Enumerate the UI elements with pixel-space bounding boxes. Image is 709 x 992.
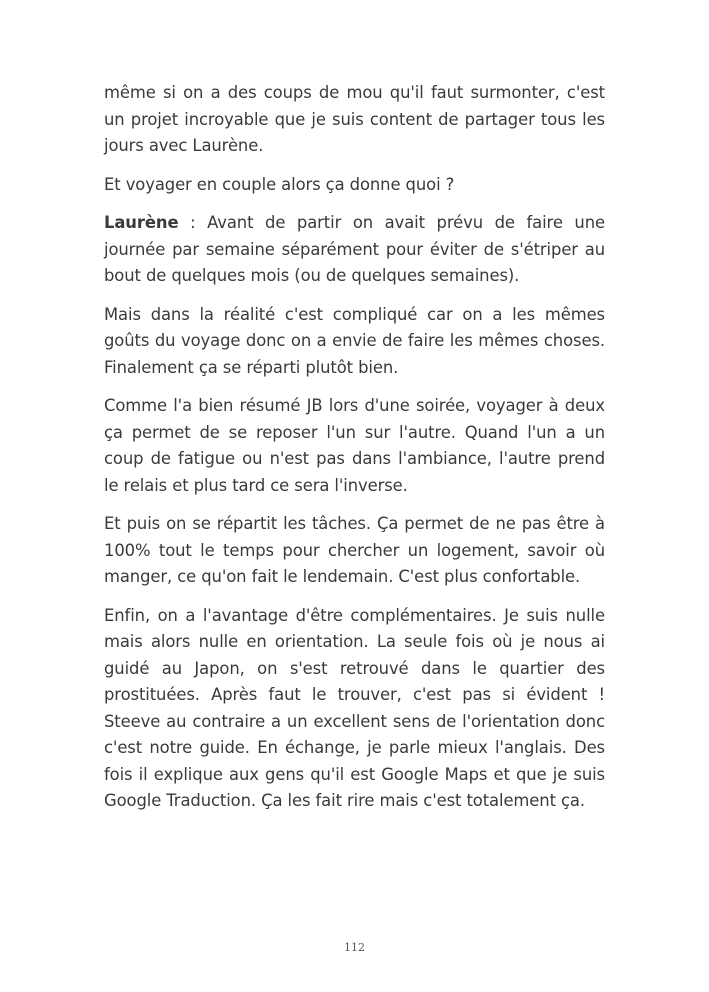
paragraph-laurene-answer bbox=[104, 210, 605, 290]
speaker-separator: : bbox=[178, 213, 208, 232]
speaker-name: Laurène bbox=[104, 213, 179, 232]
paragraph-5 bbox=[104, 393, 605, 499]
book-page-text bbox=[104, 80, 605, 827]
paragraph-text: Comme l'a bien résumé JB lors d'une soirée, voyager à deux ça permet de se reposer l'un sur l'autre. Quand l'un a un coup de fatigue ou n'est pas dans l'ambiance, l'autre prend le relais et plus tard ce sera l'inverse. bbox=[104, 396, 605, 495]
paragraph-text: même si on a des coups de mou qu'il faut surmonter, c'est un projet incroyable que je suis content de partager tous les jours avec Laurène. bbox=[104, 83, 605, 155]
paragraph-question bbox=[104, 172, 605, 199]
paragraph-text: Enfin, on a l'avantage d'être complémentaires. Je suis nulle mais alors nulle en orientation. La seule fois où je nous ai guidé au Japon, on s'est retrouvé dans le quartier des prostituées. Après faut le trouver, c'est pas si évident ! Steeve au contraire a un excellent sens de l'orientation donc c'est notre guide. En échange, je parle mieux l'anglais. Des fois il explique aux gens qu'il est Google Maps et que je suis Google Traduction. Ça les fait rire mais c'est totalement ça. bbox=[104, 605, 605, 810]
page-number: 112 bbox=[344, 941, 365, 954]
paragraph-7 bbox=[104, 603, 605, 815]
paragraph-6 bbox=[104, 511, 605, 591]
paragraph-text: Et voyager en couple alors ça donne quoi ? bbox=[104, 174, 455, 194]
paragraph-text: Avant de partir on avait prévu de faire une journée par semaine séparément pour éviter de s'étriper au bout de quelques mois (ou de quelques semaines). bbox=[104, 213, 605, 285]
paragraph-text: Mais dans la réalité c'est compliqué car on a les mêmes goûts du voyage donc on a envie de faire les mêmes choses. Finalement ça se réparti plutôt bien. bbox=[104, 304, 605, 377]
paragraph-1 bbox=[104, 80, 605, 160]
paragraph-text: Et puis on se répartit les tâches. Ça permet de ne pas être à 100% tout le temps pour chercher un logement, savoir où manger, ce qu'on fait le lendemain. C'est plus confortable. bbox=[104, 514, 605, 586]
paragraph-4 bbox=[104, 302, 605, 382]
